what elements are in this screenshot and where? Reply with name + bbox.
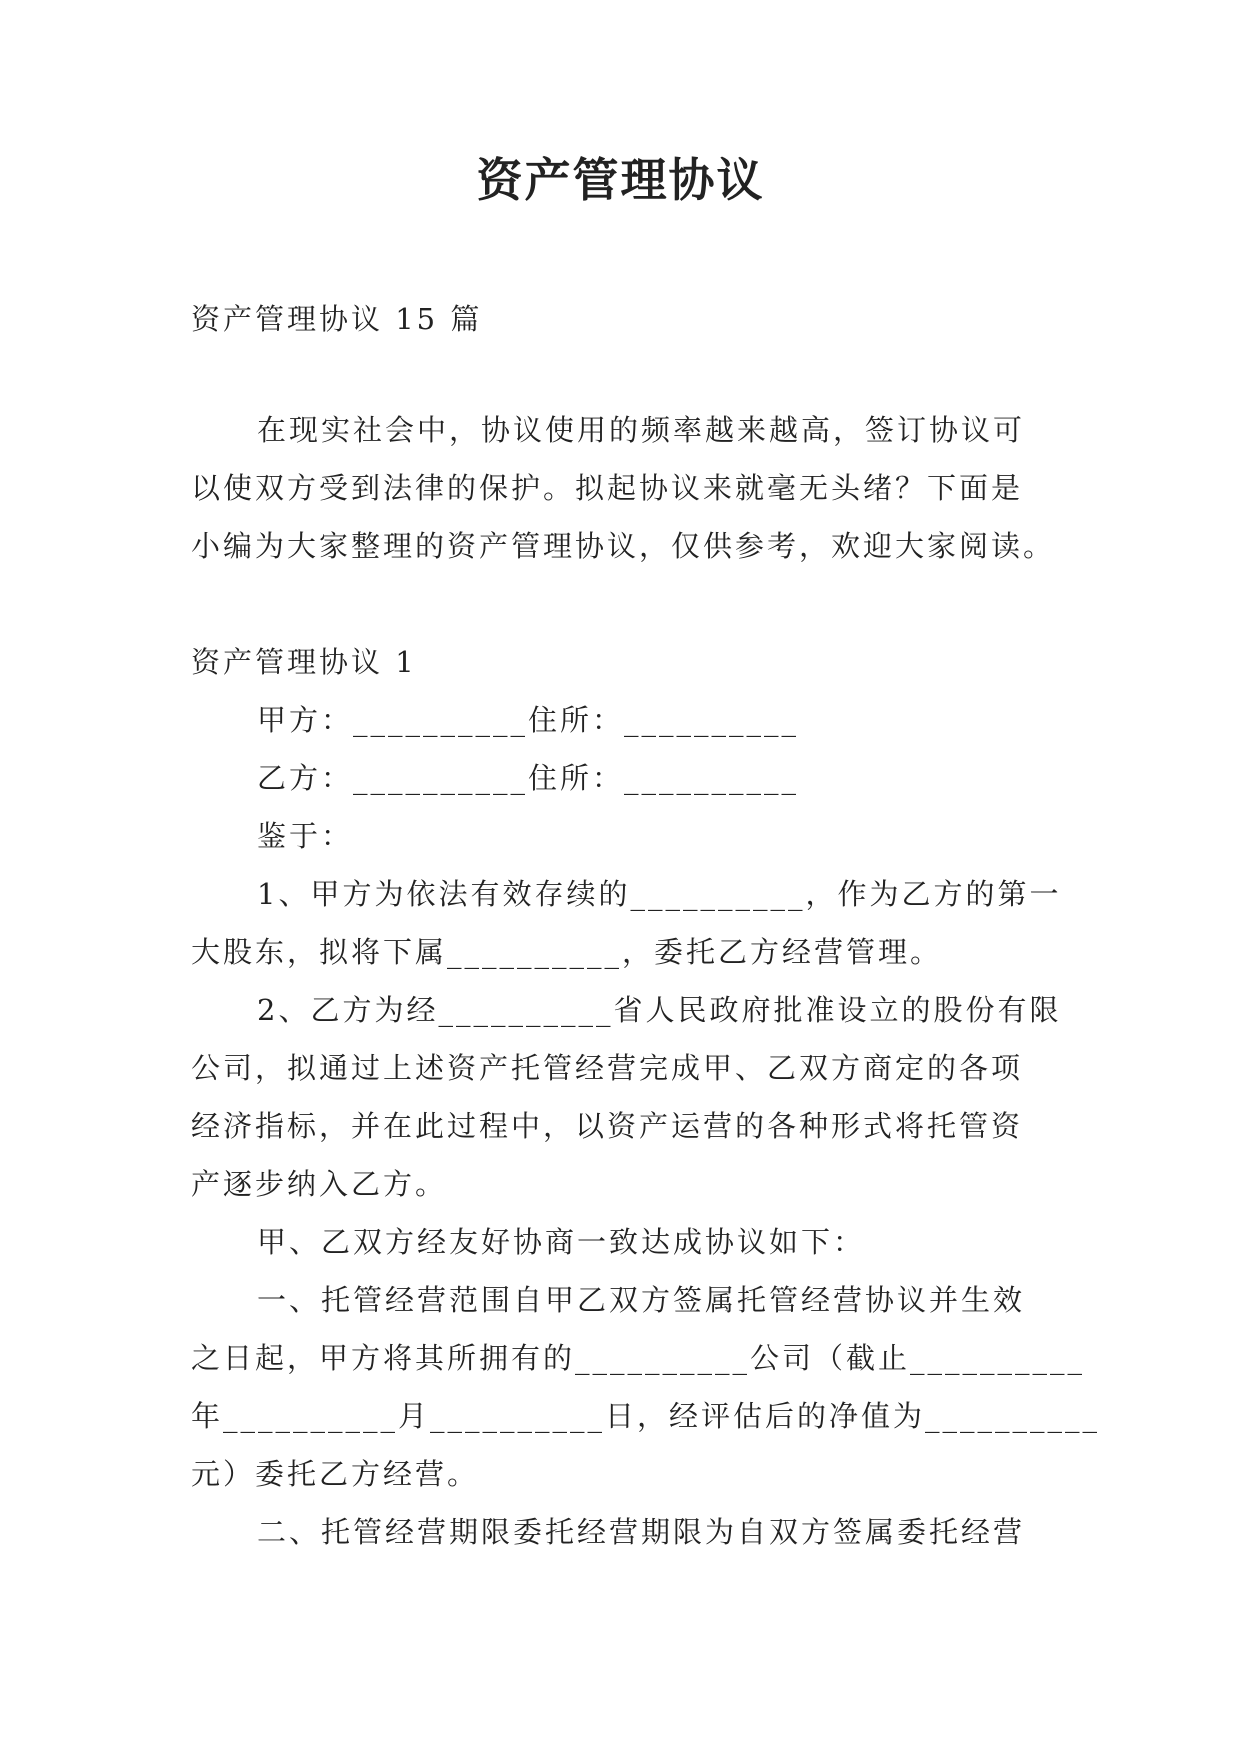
article-1-line-3: 年__________月__________日，经评估后的净值为__________ <box>191 1399 1101 1433</box>
intro-line-1: 在现实社会中，协议使用的频率越来越高，签订协议可 <box>257 413 1026 447</box>
article-1-line-4: 元）委托乙方经营。 <box>191 1457 480 1491</box>
agreement-intro-line: 甲、乙双方经友好协商一致达成协议如下： <box>257 1225 866 1259</box>
clause-2-line-1: 2、乙方为经__________省人民政府批准设立的股份有限 <box>257 993 1062 1027</box>
intro-paragraph <box>191 401 1056 575</box>
document-title: 资产管理协议 <box>476 153 765 207</box>
document-subtitle <box>191 290 1051 348</box>
clause-2-line-2: 公司，拟通过上述资产托管经营完成甲、乙双方商定的各项 <box>191 1051 1024 1085</box>
article-1-line-2: 之日起，甲方将其所拥有的__________公司（截止__________ <box>191 1341 1086 1375</box>
clause-1-line-2: 大股东，拟将下属__________，委托乙方经营管理。 <box>191 935 943 969</box>
subtitle-line: 资产管理协议 15 篇 <box>191 302 483 336</box>
section-heading: 资产管理协议 1 <box>191 645 417 679</box>
intro-line-2: 以使双方受到法律的保护。拟起协议来就毫无头绪？下面是 <box>191 471 1024 505</box>
party-a-line: 甲方：__________住所：__________ <box>257 703 800 737</box>
clause-1-line-1: 1、甲方为依法有效存续的__________，作为乙方的第一 <box>257 877 1062 911</box>
article-2-line-1: 二、托管经营期限委托经营期限为自双方签属委托经营 <box>257 1515 1026 1549</box>
whereas-line: 鉴于： <box>257 819 354 853</box>
agreement-body <box>191 633 1101 1561</box>
clause-2-line-3: 经济指标，并在此过程中，以资产运营的各种形式将托管资 <box>191 1109 1024 1143</box>
party-b-line: 乙方：__________住所：__________ <box>257 761 800 795</box>
clause-2-line-4: 产逐步纳入乙方。 <box>191 1167 448 1201</box>
article-1-line-1: 一、托管经营范围自甲乙双方签属托管经营协议并生效 <box>257 1283 1026 1317</box>
intro-line-3: 小编为大家整理的资产管理协议，仅供参考，欢迎大家阅读。 <box>191 529 1056 563</box>
